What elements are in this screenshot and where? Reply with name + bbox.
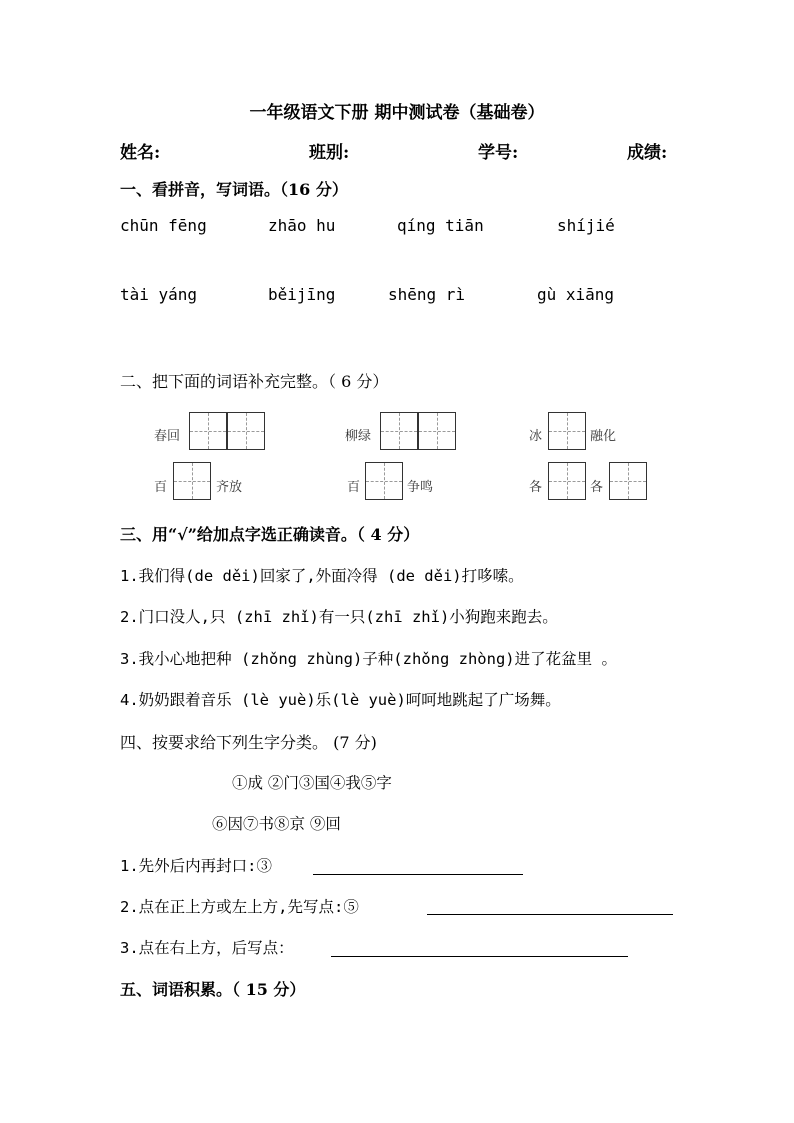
idiom-text: 冰	[529, 429, 543, 444]
pinyin-item: gù xiāng	[537, 285, 615, 304]
writing-grid[interactable]	[418, 412, 456, 450]
number-label: 学号:	[478, 143, 519, 163]
question-item: 4.奶奶跟着音乐 (lè yuè)乐(lè yuè)呵呵地跳起了广场舞。	[120, 691, 561, 709]
idiom-text: 争鸣	[407, 480, 434, 495]
pinyin-item: běijīng	[268, 285, 336, 304]
idiom-text: 百	[154, 480, 168, 495]
section4-heading: 四、按要求给下列生字分类。 (7 分)	[120, 733, 377, 752]
pinyin-item: shēng rì	[388, 285, 466, 304]
section3-heading: 三、用“√”给加点字选正确读音。（ 4 分）	[120, 525, 420, 544]
question-item: 2.门口没人,只 (zhī zhǐ)有一只(zhī zhǐ)小狗跑来跑去。	[120, 608, 558, 626]
writing-grid[interactable]	[227, 412, 265, 450]
pinyin-item: chūn fēng	[120, 216, 207, 235]
idiom-text: 各	[529, 480, 543, 495]
answer-line[interactable]	[313, 874, 523, 875]
question-item: 3.我小心地把种 (zhǒng zhùng)子种(zhǒng zhòng)进了花盆里 。	[120, 650, 617, 668]
section5-heading: 五、词语积累。（ 15 分）	[120, 980, 306, 999]
writing-grid[interactable]	[548, 462, 586, 500]
classify-item: 2.点在正上方或左上方,先写点:⑤	[120, 898, 359, 916]
pinyin-item: zhāo hu	[268, 216, 336, 235]
pinyin-item: tài yáng	[120, 285, 198, 304]
pinyin-item: qíng tiān	[397, 216, 484, 235]
writing-grid[interactable]	[609, 462, 647, 500]
char-list: ①成 ②门③国④我⑤字	[232, 774, 392, 792]
char-list: ⑥因⑦书⑧京 ⑨回	[212, 815, 341, 833]
page-title: 一年级语文下册 期中测试卷（基础卷）	[249, 103, 545, 123]
score-label: 成绩:	[627, 143, 668, 163]
classify-item: 1.先外后内再封口:③	[120, 857, 272, 875]
question-item: 1.我们得(de děi)回家了,外面冷得 (de děi)打哆嗦。	[120, 567, 524, 585]
pinyin-item: shíjié	[557, 216, 615, 235]
idiom-text: 百	[347, 480, 361, 495]
idiom-text: 各	[590, 480, 604, 495]
class-label: 班别:	[309, 143, 350, 163]
name-label: 姓名:	[120, 143, 161, 163]
classify-item: 3.点在右上方，后写点：	[120, 939, 294, 957]
idiom-text: 春回	[154, 429, 181, 444]
writing-grid[interactable]	[173, 462, 211, 500]
section2-heading: 二、把下面的词语补充完整。（ 6 分）	[120, 372, 389, 391]
section1-heading: 一、看拼音，写词语。（16 分）	[120, 180, 348, 199]
writing-grid[interactable]	[380, 412, 418, 450]
writing-grid[interactable]	[189, 412, 227, 450]
answer-line[interactable]	[427, 914, 673, 915]
writing-grid[interactable]	[365, 462, 403, 500]
writing-grid[interactable]	[548, 412, 586, 450]
idiom-text: 齐放	[216, 480, 243, 495]
idiom-text: 融化	[590, 429, 617, 444]
answer-line[interactable]	[331, 956, 628, 957]
idiom-text: 柳绿	[345, 429, 372, 444]
